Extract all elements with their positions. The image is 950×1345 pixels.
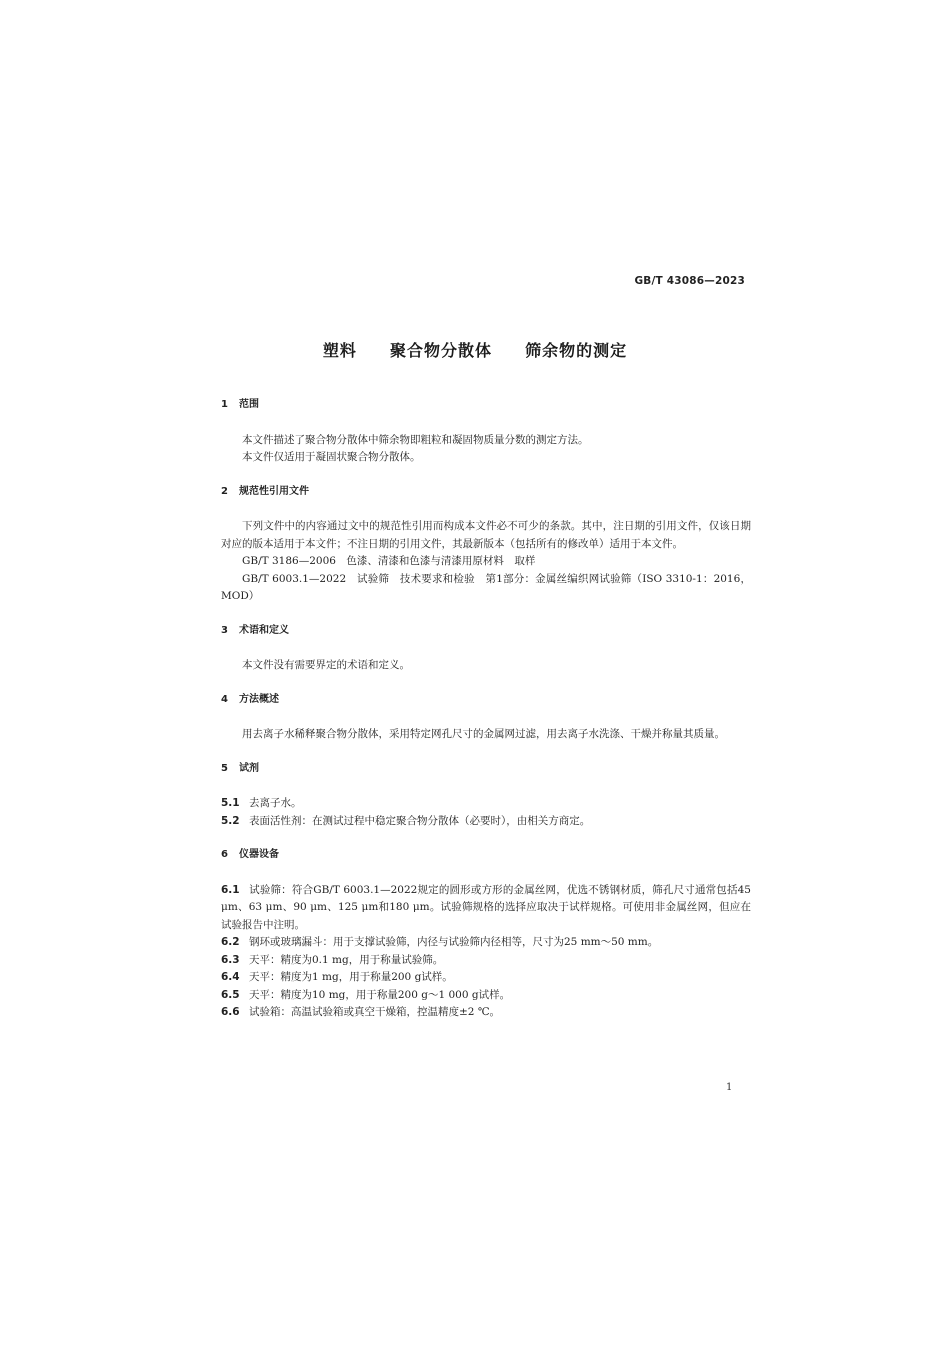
clause-number: 6.2 xyxy=(221,936,240,948)
section-title: 仪器设备 xyxy=(239,849,279,860)
clause-text: 表面活性剂：在测试过程中稳定聚合物分散体（必要时），由相关方商定。 xyxy=(249,814,591,827)
section-title: 术语和定义 xyxy=(239,624,289,636)
paragraph: 本文件仅适用于凝固状聚合物分散体。 xyxy=(242,451,421,463)
section-number: 1 xyxy=(221,399,228,410)
clause-text: 天平：精度为0.1 mg，用于称量试验筛。 xyxy=(249,953,444,966)
clause-text: 天平：精度为10 mg，用于称量200 g～1 000 g试样。 xyxy=(249,988,511,1001)
clause-number: 6.6 xyxy=(221,1006,240,1018)
section-number: 6 xyxy=(221,849,228,860)
clause-item xyxy=(221,987,751,1005)
clause-item xyxy=(221,952,751,970)
clause-number: 5.2 xyxy=(221,814,240,827)
clause-item xyxy=(221,934,751,952)
section-heading-1 xyxy=(221,396,751,414)
section-title: 规范性引用文件 xyxy=(239,485,309,497)
reference-item: GB/T 6003.1—2022 试验筛 技术要求和检验 第1部分：金属丝编织网试验筛（ISO 3310-1：2016，MOD） xyxy=(221,572,751,602)
paragraph: 本文件描述了聚合物分散体中筛余物即粗粒和凝固物质量分数的测定方法。 xyxy=(242,433,589,446)
clause-item xyxy=(221,795,751,813)
clause-number: 6.3 xyxy=(221,953,240,966)
document-title: 塑料 聚合物分散体 筛余物的测定 xyxy=(322,341,628,360)
paragraph: 本文件没有需要界定的术语和定义。 xyxy=(242,659,410,671)
clause-text: 天平：精度为1 mg，用于称量200 g试样。 xyxy=(249,971,453,983)
reference-item: GB/T 3186—2006 色漆、清漆和色漆与清漆用原材料 取样 xyxy=(242,555,536,567)
section-title: 范围 xyxy=(239,399,259,410)
clause-item xyxy=(221,882,751,935)
section-number: 3 xyxy=(221,624,228,636)
clause-text: 去离子水。 xyxy=(249,797,302,809)
section-heading-3 xyxy=(221,622,751,640)
clause-number: 6.1 xyxy=(221,883,240,896)
clause-number: 6.5 xyxy=(221,988,240,1001)
document-body xyxy=(221,396,751,1022)
section-number: 4 xyxy=(221,693,228,705)
clause-text: 试验筛：符合GB/T 6003.1—2022规定的圆形或方形的金属丝网，优选不锈钢材质，筛孔尺寸通常包括45 μm、63 μm、90 μm、125 μm和180 μm。试验筛规格的选择应取决于试样规格。可使用非金属丝网，但应在试验报告中注明。 xyxy=(221,883,751,931)
section-heading-2 xyxy=(221,483,751,501)
clause-number: 6.4 xyxy=(221,971,240,983)
clause-item xyxy=(221,969,751,987)
clause-text: 钢环或玻璃漏斗：用于支撑试验筛，内径与试验筛内径相等，尺寸为25 mm～50 mm。 xyxy=(249,936,659,948)
clause-number: 5.1 xyxy=(221,797,240,809)
page-number: 1 xyxy=(726,1082,733,1093)
standard-number: GB/T 43086—2023 xyxy=(634,275,745,287)
section-title: 试剂 xyxy=(239,762,259,774)
section-number: 5 xyxy=(221,762,228,774)
clause-text: 试验箱：高温试验箱或真空干燥箱，控温精度±2 ℃。 xyxy=(249,1006,501,1018)
clause-item xyxy=(221,1004,751,1022)
paragraph: 用去离子水稀释聚合物分散体，采用特定网孔尺寸的金属网过滤，用去离子水洗涤、干燥并称量其质量。 xyxy=(242,728,725,740)
section-title: 方法概述 xyxy=(239,693,279,705)
section-heading-6 xyxy=(221,846,751,864)
section-number: 2 xyxy=(221,485,228,497)
paragraph: 下列文件中的内容通过文中的规范性引用而构成本文件必不可少的条款。其中，注日期的引用文件，仅该日期对应的版本适用于本文件；不注日期的引用文件，其最新版本（包括所有的修改单）适用于本文件。 xyxy=(221,520,751,550)
section-heading-4 xyxy=(221,691,751,709)
section-heading-5 xyxy=(221,760,751,778)
clause-item xyxy=(221,813,751,831)
